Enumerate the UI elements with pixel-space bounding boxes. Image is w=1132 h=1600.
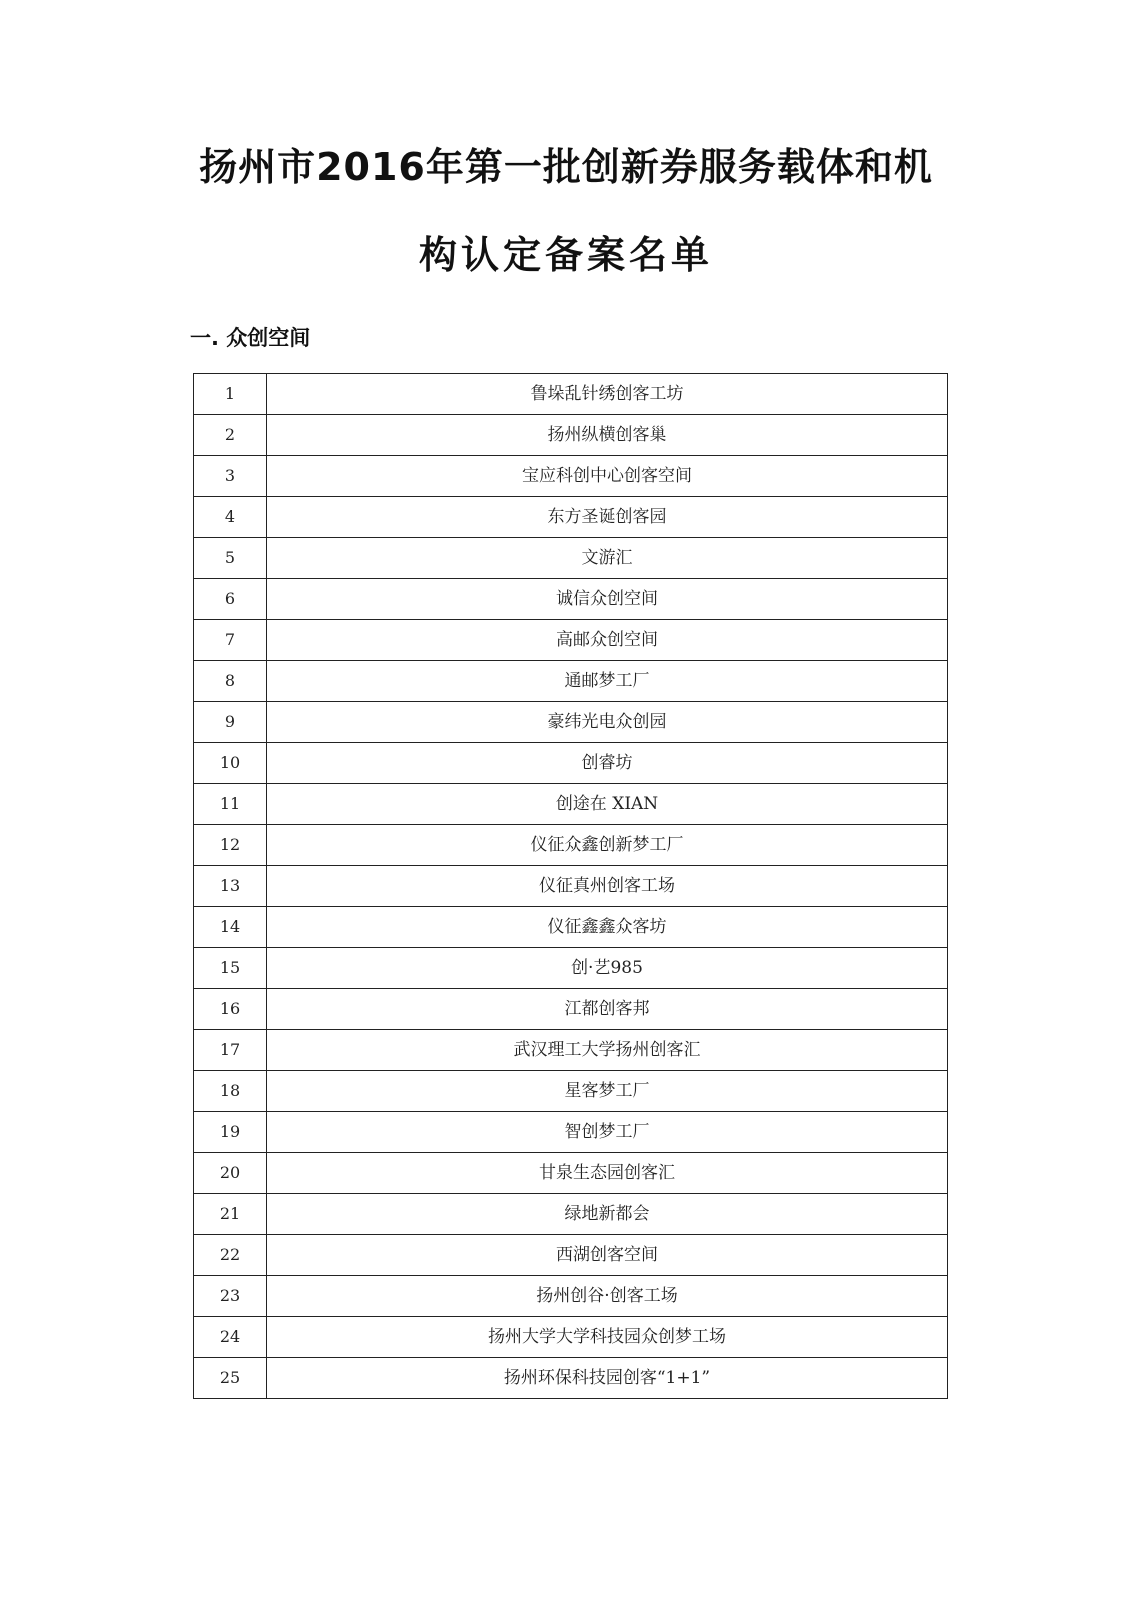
row-number-cell: 17 xyxy=(194,1030,267,1071)
maker-space-name-cell: 仪征众鑫创新梦工厂 xyxy=(267,825,948,866)
table-row xyxy=(194,743,948,784)
table-row xyxy=(194,989,948,1030)
table-row xyxy=(194,620,948,661)
table-row xyxy=(194,1071,948,1112)
maker-space-name-cell: 创·艺985 xyxy=(267,948,948,989)
row-number-cell: 19 xyxy=(194,1112,267,1153)
table-row xyxy=(194,1030,948,1071)
row-number-cell: 20 xyxy=(194,1153,267,1194)
row-number-cell: 10 xyxy=(194,743,267,784)
maker-space-name-cell: 甘泉生态园创客汇 xyxy=(267,1153,948,1194)
table-row xyxy=(194,1358,948,1399)
row-number-cell: 4 xyxy=(194,497,267,538)
row-number-cell: 21 xyxy=(194,1194,267,1235)
table-row xyxy=(194,1317,948,1358)
table-row xyxy=(194,866,948,907)
row-number-cell: 18 xyxy=(194,1071,267,1112)
maker-space-name-cell: 鲁垛乱针绣创客工坊 xyxy=(267,374,948,415)
maker-space-name-cell: 豪纬光电众创园 xyxy=(267,702,948,743)
table-row xyxy=(194,702,948,743)
row-number-cell: 9 xyxy=(194,702,267,743)
table-row xyxy=(194,579,948,620)
row-number-cell: 5 xyxy=(194,538,267,579)
table-row xyxy=(194,784,948,825)
row-number-cell: 14 xyxy=(194,907,267,948)
table-row xyxy=(194,907,948,948)
row-number-cell: 16 xyxy=(194,989,267,1030)
maker-space-name-cell: 高邮众创空间 xyxy=(267,620,948,661)
row-number-cell: 13 xyxy=(194,866,267,907)
maker-space-name-cell: 扬州创谷·创客工场 xyxy=(267,1276,948,1317)
table-row xyxy=(194,1276,948,1317)
row-number-cell: 6 xyxy=(194,579,267,620)
table-row xyxy=(194,374,948,415)
maker-space-name-cell: 诚信众创空间 xyxy=(267,579,948,620)
table-row xyxy=(194,456,948,497)
table-row xyxy=(194,1194,948,1235)
document-title-line-1: 扬州市2016年第一批创新券服务载体和机 xyxy=(199,145,933,189)
table-row xyxy=(194,661,948,702)
maker-space-name-cell: 仪征真州创客工场 xyxy=(267,866,948,907)
row-number-cell: 15 xyxy=(194,948,267,989)
row-number-cell: 24 xyxy=(194,1317,267,1358)
row-number-cell: 11 xyxy=(194,784,267,825)
row-number-cell: 1 xyxy=(194,374,267,415)
maker-space-name-cell: 武汉理工大学扬州创客汇 xyxy=(267,1030,948,1071)
row-number-cell: 22 xyxy=(194,1235,267,1276)
row-number-cell: 2 xyxy=(194,415,267,456)
maker-space-table xyxy=(193,373,948,1399)
maker-space-name-cell: 通邮梦工厂 xyxy=(267,661,948,702)
table-row xyxy=(194,1112,948,1153)
maker-space-name-cell: 文游汇 xyxy=(267,538,948,579)
maker-space-name-cell: 仪征鑫鑫众客坊 xyxy=(267,907,948,948)
table-row xyxy=(194,415,948,456)
maker-space-name-cell: 绿地新都会 xyxy=(267,1194,948,1235)
table-row xyxy=(194,538,948,579)
table-row xyxy=(194,1235,948,1276)
maker-space-name-cell: 西湖创客空间 xyxy=(267,1235,948,1276)
table-row xyxy=(194,497,948,538)
maker-space-name-cell: 扬州环保科技园创客“1+1” xyxy=(267,1358,948,1399)
maker-space-name-cell: 东方圣诞创客园 xyxy=(267,497,948,538)
maker-space-name-cell: 江都创客邦 xyxy=(267,989,948,1030)
row-number-cell: 7 xyxy=(194,620,267,661)
table-row xyxy=(194,948,948,989)
row-number-cell: 8 xyxy=(194,661,267,702)
row-number-cell: 25 xyxy=(194,1358,267,1399)
table-body xyxy=(194,374,948,1399)
maker-space-name-cell: 智创梦工厂 xyxy=(267,1112,948,1153)
table-row xyxy=(194,825,948,866)
maker-space-name-cell: 创睿坊 xyxy=(267,743,948,784)
row-number-cell: 12 xyxy=(194,825,267,866)
section-heading: 一. 众创空间 xyxy=(190,326,311,350)
maker-space-name-cell: 宝应科创中心创客空间 xyxy=(267,456,948,497)
row-number-cell: 23 xyxy=(194,1276,267,1317)
maker-space-name-cell: 扬州大学大学科技园众创梦工场 xyxy=(267,1317,948,1358)
maker-space-name-cell: 扬州纵横创客巢 xyxy=(267,415,948,456)
maker-space-name-cell: 星客梦工厂 xyxy=(267,1071,948,1112)
document-title-line-2: 构认定备案名单 xyxy=(418,233,713,277)
maker-space-name-cell: 创途在 XIAN xyxy=(267,784,948,825)
table-row xyxy=(194,1153,948,1194)
row-number-cell: 3 xyxy=(194,456,267,497)
